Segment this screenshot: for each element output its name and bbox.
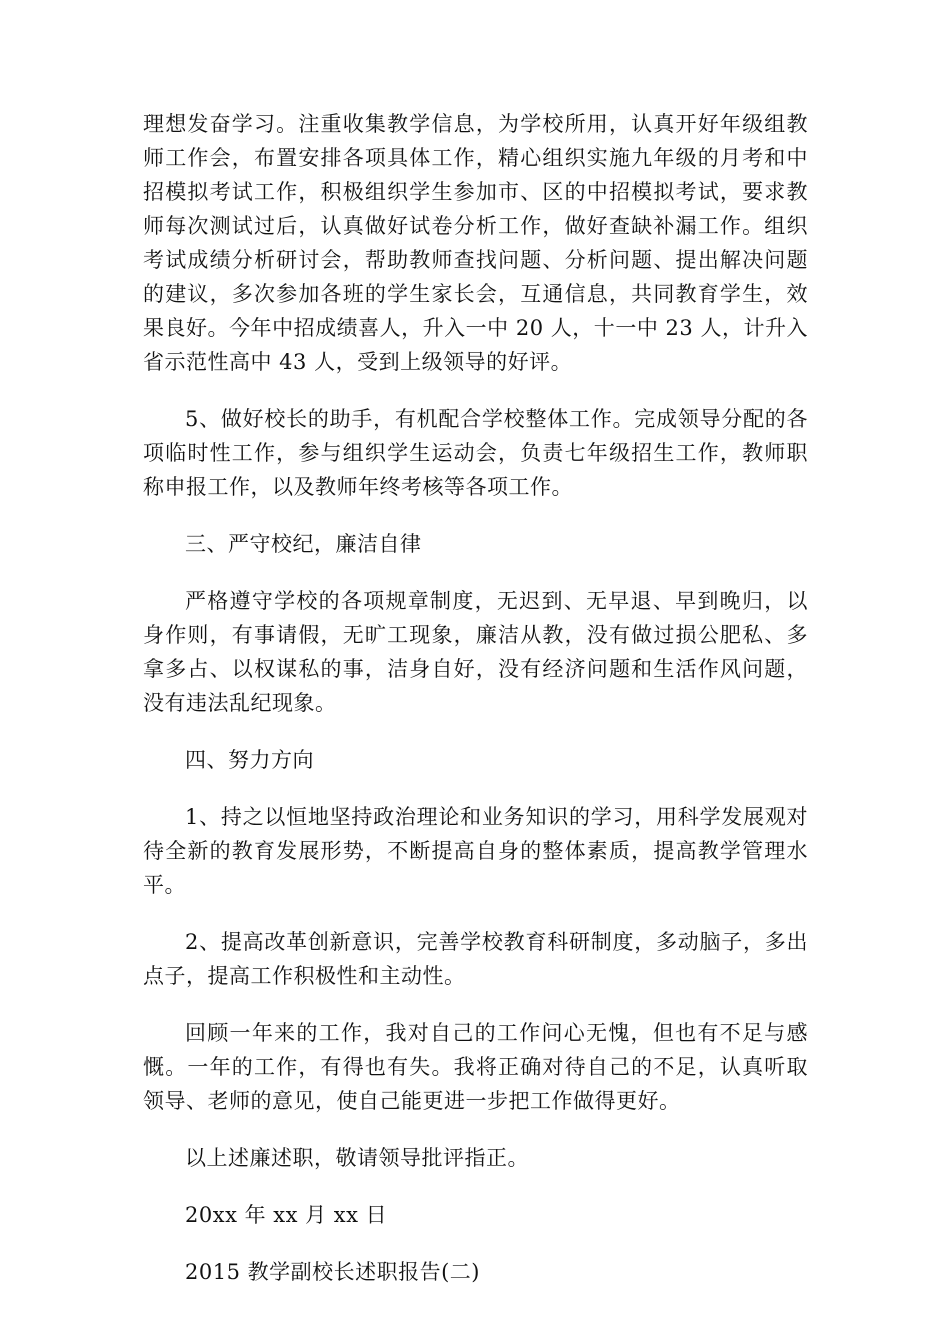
date-line: 20xx 年 xx 月 xx 日	[185, 1203, 388, 1227]
next-report-title: 2015 教学副校长述职报告(二)	[185, 1260, 481, 1284]
section-heading-3: 三、严守校纪，廉洁自律	[185, 532, 422, 556]
paragraph-closing: 以上述廉述职，敬请领导批评指正。	[185, 1146, 529, 1170]
paragraph-review: 回顾一年来的工作，我对自己的工作问心无愧，但也有不足与感慨。一年的工作，有得也有失。我将正确对待自己的不足，认真听取领导、老师的意见，使自己能更进一步把工作做得更好。	[143, 1021, 808, 1113]
paragraph-item-5: 5、做好校长的助手，有机配合学校整体工作。完成领导分配的各项临时性工作，参与组织学生运动会，负责七年级招生工作，教师职称申报工作，以及教师年终考核等各项工作。	[143, 407, 808, 499]
paragraph-discipline: 严格遵守学校的各项规章制度，无迟到、无早退、早到晚归，以身作则，有事请假，无旷工现象，廉洁从教，没有做过损公肥私、多拿多占、以权谋私的事，洁身自好，没有经济问题和生活作风问题，没有违法乱纪现象。	[143, 589, 808, 715]
section-heading-4: 四、努力方向	[185, 748, 314, 772]
document-body	[143, 107, 808, 1312]
paragraph-item-2: 2、提高改革创新意识，完善学校教育科研制度，多动脑子，多出点子，提高工作积极性和主动性。	[143, 930, 808, 988]
paragraph-continuation: 理想发奋学习。注重收集教学信息，为学校所用，认真开好年级组教师工作会，布置安排各项具体工作，精心组织实施九年级的月考和中招模拟考试工作，积极组织学生参加市、区的中招模拟考试，要求教师每次测试过后，认真做好试卷分析工作，做好查缺补漏工作。组织考试成绩分析研讨会，帮助教师查找问题、分析问题、提出解决问题的建议，多次参加各班的学生家长会，互通信息，共同教育学生，效果良好。今年中招成绩喜人，升入一中 20 人，十一中 23 人，计升入省示范性高中 43 人，受到上级领导的好评。	[143, 112, 808, 374]
paragraph-item-1: 1、持之以恒地坚持政治理论和业务知识的学习，用科学发展观对待全新的教育发展形势，不断提高自身的整体素质，提高教学管理水平。	[143, 805, 808, 897]
